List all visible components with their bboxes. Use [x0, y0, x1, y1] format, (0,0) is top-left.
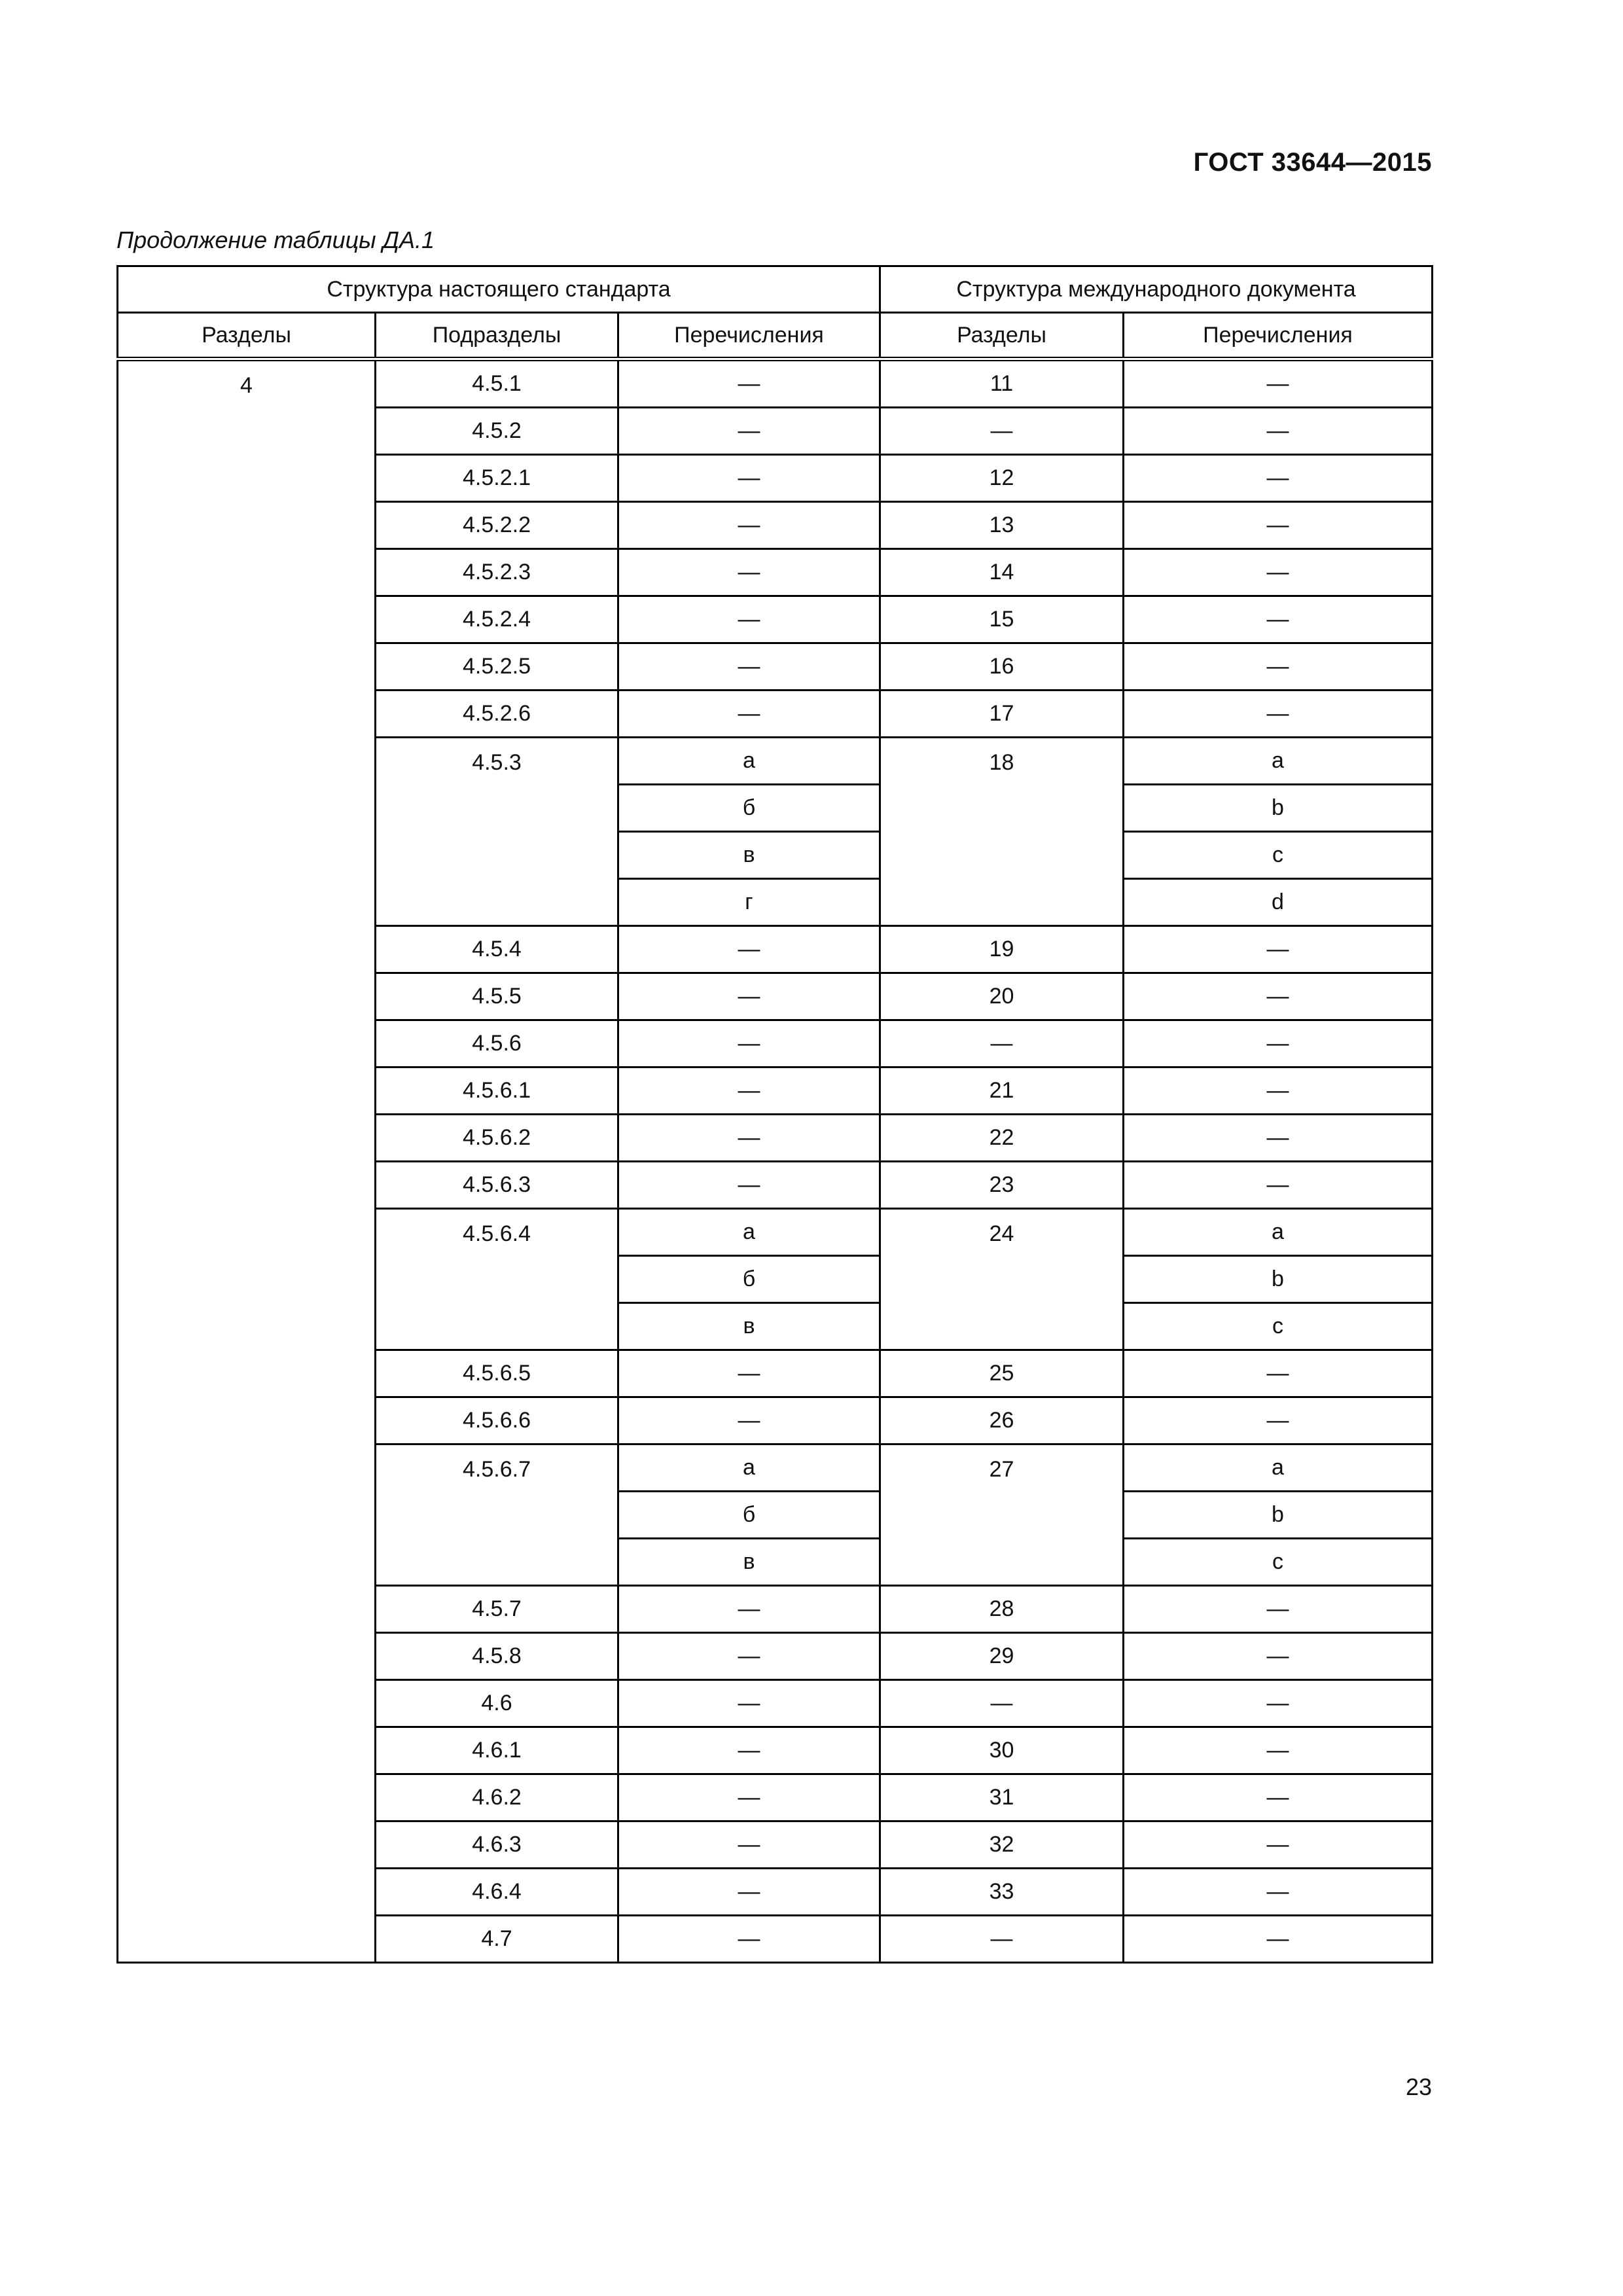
cell-intl-enumeration: —: [1124, 502, 1433, 549]
table-body: [118, 359, 1433, 1963]
cell-subsection: 4.5.5: [376, 973, 618, 1020]
cell-enumeration: а: [618, 738, 880, 785]
cell-intl-enumeration: —: [1124, 1115, 1433, 1162]
cell-enumeration: —: [618, 973, 880, 1020]
cell-intl-enumeration: —: [1124, 1869, 1433, 1916]
cell-intl-section: —: [880, 1680, 1124, 1727]
cell-intl-enumeration: —: [1124, 549, 1433, 596]
col-header-subsections: Подразделы: [376, 313, 618, 359]
cell-subsection: 4.5.6.6: [376, 1397, 618, 1444]
cell-subsection: 4.5.6.5: [376, 1350, 618, 1397]
cell-enumeration: —: [618, 1397, 880, 1444]
cell-intl-enumeration: —: [1124, 1821, 1433, 1869]
cell-subsection: 4.5.6: [376, 1020, 618, 1067]
cell-intl-section: 14: [880, 549, 1124, 596]
cell-intl-enumeration: —: [1124, 596, 1433, 643]
cell-intl-enumeration: —: [1124, 1067, 1433, 1115]
cell-section: 4: [118, 359, 376, 1963]
cell-intl-enumeration: —: [1124, 973, 1433, 1020]
cell-subsection: 4.5.2.5: [376, 643, 618, 691]
cell-intl-enumeration: —: [1124, 1774, 1433, 1821]
cell-intl-enumeration: —: [1124, 1586, 1433, 1633]
cell-intl-section: 30: [880, 1727, 1124, 1774]
cell-subsection: 4.5.6.7: [376, 1444, 618, 1586]
cell-intl-section: 26: [880, 1397, 1124, 1444]
cell-subsection: 4.5.4: [376, 926, 618, 973]
cell-intl-enumeration: —: [1124, 1633, 1433, 1680]
cell-intl-section: 20: [880, 973, 1124, 1020]
cell-enumeration: в: [618, 832, 880, 879]
cell-enumeration: а: [618, 1444, 880, 1492]
cell-enumeration: —: [618, 1020, 880, 1067]
cell-subsection: 4.7: [376, 1916, 618, 1963]
cell-subsection: 4.6.2: [376, 1774, 618, 1821]
cell-intl-section: 19: [880, 926, 1124, 973]
cell-enumeration: б: [618, 1492, 880, 1539]
cell-intl-enumeration: b: [1124, 1256, 1433, 1303]
correspondence-table: [116, 265, 1433, 1964]
cell-subsection: 4.6: [376, 1680, 618, 1727]
cell-enumeration: —: [618, 502, 880, 549]
cell-intl-enumeration: —: [1124, 408, 1433, 455]
cell-subsection: 4.5.3: [376, 738, 618, 926]
cell-intl-enumeration: c: [1124, 832, 1433, 879]
cell-enumeration: —: [618, 1115, 880, 1162]
cell-enumeration: —: [618, 643, 880, 691]
cell-subsection: 4.5.2.4: [376, 596, 618, 643]
cell-enumeration: —: [618, 1774, 880, 1821]
document-code: ГОСТ 33644—2015: [1193, 148, 1432, 177]
table-row: [118, 359, 1433, 408]
cell-intl-section: 17: [880, 691, 1124, 738]
cell-subsection: 4.5.7: [376, 1586, 618, 1633]
cell-enumeration: —: [618, 691, 880, 738]
cell-subsection: 4.6.1: [376, 1727, 618, 1774]
cell-enumeration: г: [618, 879, 880, 926]
cell-intl-section: 29: [880, 1633, 1124, 1680]
cell-enumeration: —: [618, 549, 880, 596]
cell-intl-enumeration: —: [1124, 1727, 1433, 1774]
cell-intl-enumeration: b: [1124, 1492, 1433, 1539]
col-header-enumerations: Перечисления: [618, 313, 880, 359]
cell-subsection: 4.5.2.2: [376, 502, 618, 549]
cell-intl-enumeration: —: [1124, 1162, 1433, 1209]
cell-intl-enumeration: —: [1124, 926, 1433, 973]
cell-enumeration: в: [618, 1303, 880, 1350]
cell-enumeration: —: [618, 1680, 880, 1727]
cell-intl-enumeration: —: [1124, 1916, 1433, 1963]
cell-intl-section: 15: [880, 596, 1124, 643]
cell-enumeration: в: [618, 1539, 880, 1586]
col-header-intl-enumerations: Перечисления: [1124, 313, 1433, 359]
cell-intl-enumeration: —: [1124, 691, 1433, 738]
cell-enumeration: б: [618, 785, 880, 832]
cell-enumeration: —: [618, 1067, 880, 1115]
table-caption: Продолжение таблицы ДА.1: [116, 226, 435, 253]
cell-subsection: 4.5.2: [376, 408, 618, 455]
cell-subsection: 4.5.6.2: [376, 1115, 618, 1162]
cell-intl-enumeration: —: [1124, 1350, 1433, 1397]
cell-intl-section: 33: [880, 1869, 1124, 1916]
cell-enumeration: —: [618, 1633, 880, 1680]
cell-subsection: 4.5.2.6: [376, 691, 618, 738]
cell-intl-section: 11: [880, 359, 1124, 408]
cell-enumeration: —: [618, 1162, 880, 1209]
cell-subsection: 4.5.6.4: [376, 1209, 618, 1350]
cell-subsection: 4.5.2.1: [376, 455, 618, 502]
cell-intl-section: 16: [880, 643, 1124, 691]
cell-enumeration: —: [618, 455, 880, 502]
page-number: 23: [1405, 2073, 1432, 2100]
cell-intl-section: 24: [880, 1209, 1124, 1350]
cell-intl-section: —: [880, 1020, 1124, 1067]
cell-enumeration: —: [618, 359, 880, 408]
cell-intl-enumeration: d: [1124, 879, 1433, 926]
cell-enumeration: —: [618, 1821, 880, 1869]
cell-intl-section: 28: [880, 1586, 1124, 1633]
cell-enumeration: а: [618, 1209, 880, 1256]
cell-enumeration: —: [618, 1350, 880, 1397]
col-header-intl-sections: Разделы: [880, 313, 1124, 359]
cell-enumeration: —: [618, 1586, 880, 1633]
cell-intl-enumeration: —: [1124, 1397, 1433, 1444]
cell-intl-enumeration: —: [1124, 1020, 1433, 1067]
cell-intl-section: 27: [880, 1444, 1124, 1586]
cell-intl-enumeration: b: [1124, 785, 1433, 832]
group-header-international-doc: Структура международного документа: [880, 266, 1433, 313]
cell-enumeration: —: [618, 408, 880, 455]
cell-intl-section: 13: [880, 502, 1124, 549]
cell-subsection: 4.5.6.3: [376, 1162, 618, 1209]
cell-intl-section: 31: [880, 1774, 1124, 1821]
cell-intl-section: —: [880, 1916, 1124, 1963]
cell-intl-enumeration: —: [1124, 359, 1433, 408]
cell-intl-enumeration: —: [1124, 1680, 1433, 1727]
cell-intl-enumeration: —: [1124, 455, 1433, 502]
cell-enumeration: —: [618, 926, 880, 973]
cell-intl-section: 25: [880, 1350, 1124, 1397]
cell-enumeration: —: [618, 1727, 880, 1774]
cell-intl-section: 23: [880, 1162, 1124, 1209]
cell-subsection: 4.5.8: [376, 1633, 618, 1680]
cell-subsection: 4.5.2.3: [376, 549, 618, 596]
cell-intl-section: —: [880, 408, 1124, 455]
cell-intl-enumeration: a: [1124, 1444, 1433, 1492]
cell-intl-section: 18: [880, 738, 1124, 926]
cell-intl-section: 21: [880, 1067, 1124, 1115]
cell-intl-section: 32: [880, 1821, 1124, 1869]
cell-intl-section: 22: [880, 1115, 1124, 1162]
cell-enumeration: б: [618, 1256, 880, 1303]
cell-enumeration: —: [618, 596, 880, 643]
cell-subsection: 4.6.3: [376, 1821, 618, 1869]
cell-intl-enumeration: c: [1124, 1303, 1433, 1350]
group-header-this-standard: Структура настоящего стандарта: [118, 266, 880, 313]
cell-subsection: 4.5.6.1: [376, 1067, 618, 1115]
cell-enumeration: —: [618, 1869, 880, 1916]
cell-enumeration: —: [618, 1916, 880, 1963]
cell-intl-enumeration: a: [1124, 738, 1433, 785]
cell-intl-enumeration: c: [1124, 1539, 1433, 1586]
cell-subsection: 4.5.1: [376, 359, 618, 408]
cell-subsection: 4.6.4: [376, 1869, 618, 1916]
cell-intl-section: 12: [880, 455, 1124, 502]
col-header-sections: Разделы: [118, 313, 376, 359]
cell-intl-enumeration: a: [1124, 1209, 1433, 1256]
cell-intl-enumeration: —: [1124, 643, 1433, 691]
